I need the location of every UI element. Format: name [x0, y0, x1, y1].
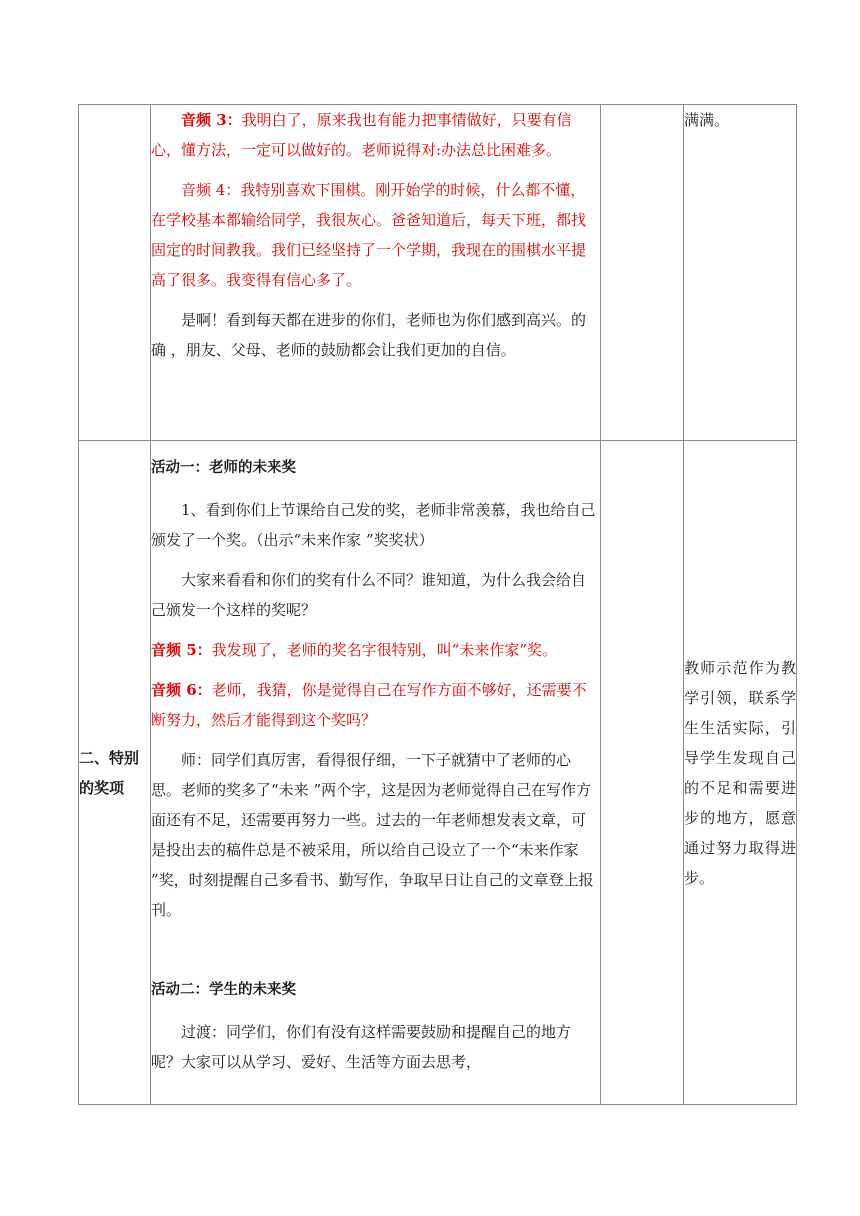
- activity-1-title: 活动一：老师的未来奖: [151, 460, 296, 476]
- paragraph: 过渡：同学们，你们有没有这样需要鼓励和提醒自己的地方呢？大家可以从学习、爱好、生活等方面去思考，: [151, 1023, 572, 1071]
- content-cell: [151, 105, 601, 441]
- design-note-cell: 教师示范作为教学引领，联系学生生活实际，引导学生发现自己的不足和需要进步的地方，愿意通过努力取得进步。: [684, 441, 797, 1105]
- table-row: [79, 441, 797, 1105]
- audio-6-paragraph: 音频 6：老师，我猜，你是觉得自己在写作方面不够好，还需要不断努力，然后才能得到这个奖吗？: [151, 681, 587, 729]
- audio-5-paragraph: 音频 5：我发现了，老师的奖名字很特别，叫“未来作家”奖。: [151, 641, 558, 659]
- paragraph: 大家来看看和你们的奖有什么不同？谁知道，为什么我会给自己颁发一个这样的奖呢？: [151, 571, 587, 619]
- table-row: [79, 105, 797, 441]
- activity-2-title: 活动二：学生的未来奖: [151, 982, 296, 998]
- empty-cell: [601, 105, 684, 441]
- content-cell: [151, 441, 601, 1105]
- paragraph: 师：同学们真厉害，看得很仔细，一下子就猜中了老师的心思。老师的奖多了“未来 ”两个字，这是因为老师觉得自己在写作方面还有不足，还需要再努力一些。过去的一年老师想发表文章，可是投出去的稿件总是不被采用，所以给自己设立了一个“未来作家 ”奖，时刻提醒自己多看书、勤写作，争取早日让自己的文章登上报刊。: [151, 751, 594, 919]
- paragraph: 1、看到你们上节课给自己发的奖，老师非常羡慕，我也给自己颁发了一个奖。（出示“未来作家 ”奖奖状）: [151, 501, 596, 549]
- audio-4-paragraph: 音频 4：我特别喜欢下围棋。刚开始学的时候，什么都不懂，在学校基本都输给同学，我很灰心。爸爸知道后，每天下班，都找固定的时间教我。我们已经坚持了一个学期，我现在的围棋水平提高了很多。我变得有信心多了。: [151, 181, 587, 289]
- audio-3-paragraph: 音频 3：我明白了，原来我也有能力把事情做好，只要有信心，懂方法，一定可以做好的。老师说得对:办法总比困难多。: [151, 111, 572, 159]
- section-cell-empty: [79, 105, 151, 441]
- lesson-plan-table: [78, 104, 797, 1105]
- section-label: 二、特别的奖项: [79, 441, 151, 1105]
- teacher-paragraph: 是啊！看到每天都在进步的你们，老师也为你们感到高兴。的确 ，朋友、父母、老师的鼓励都会让我们更加的自信。: [151, 311, 587, 359]
- empty-cell: [601, 441, 684, 1105]
- design-note-cell: 满满。: [684, 105, 797, 441]
- spacer: [151, 935, 600, 975]
